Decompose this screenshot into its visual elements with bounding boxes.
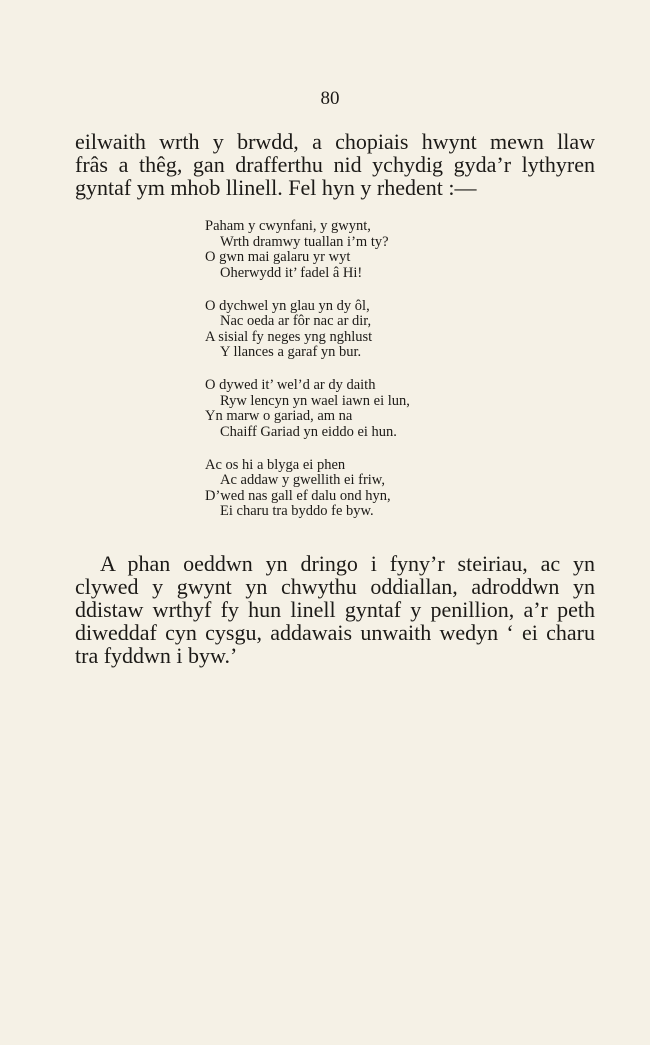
- verse-line: Paham y cwynfani, y gwynt,: [205, 218, 371, 234]
- verse-line: Ryw lencyn yn wael iawn ei lun,: [220, 392, 410, 409]
- verse-line: O dychwel yn glau yn dy ôl,: [205, 297, 370, 314]
- poem: [205, 219, 495, 520]
- verse-line: Y llances a garaf yn bur.: [220, 344, 362, 360]
- page-number: 80: [320, 88, 340, 109]
- verse-line: O gwn mai galaru yr wyt: [205, 249, 351, 265]
- verse-line: A sisial fy neges yng nghlust: [205, 328, 373, 345]
- paragraph-intro: [75, 130, 595, 199]
- poem-stanza: [205, 458, 495, 520]
- verse-line: Ac os hi a blyga ei phen: [205, 456, 346, 473]
- verse-line: Yn marw o gariad, am na: [205, 408, 353, 424]
- poem-stanza: [205, 299, 495, 361]
- text-line: clywed y gwynt yn chwythu oddiallan, adroddwn yn: [75, 574, 595, 599]
- verse-line: Ac addaw y gwellith ei friw,: [220, 472, 385, 488]
- verse-line: Chaiff Gariad yn eiddo ei hun.: [220, 423, 397, 440]
- verse-line: Nac oeda ar fôr nac ar dir,: [220, 313, 372, 329]
- verse-line: O dywed it’ wel’d ar dy daith: [205, 377, 376, 393]
- text-line: frâs a thêg, gan drafferthu nid ychydig gyda’r lythyren: [75, 152, 595, 177]
- verse-line: Wrth dramwy tuallan i’m ty?: [220, 233, 389, 250]
- poem-stanza: [205, 378, 495, 440]
- verse-line: Oherwydd it’ fadel â Hi!: [220, 264, 363, 281]
- verse-line: D’wed nas gall ef dalu ond hyn,: [205, 487, 391, 504]
- text-line: tra fyddwn i byw.’: [75, 643, 238, 668]
- paragraph-closing: [75, 552, 595, 667]
- verse-line: Ei charu tra byddo fe byw.: [220, 503, 374, 519]
- text-line: diweddaf cyn cysgu, addawais unwaith wedyn ‘ ei charu: [75, 620, 595, 645]
- text-line: A phan oeddwn yn dringo i fyny’r steiriau, ac yn: [100, 551, 595, 576]
- text-line: gyntaf ym mhob llinell. Fel hyn y rhedent :—: [75, 175, 477, 200]
- text-line: eilwaith wrth y brwdd, a chopiais hwynt mewn llaw: [75, 129, 595, 154]
- text-line: ddistaw wrthyf fy hun linell gyntaf y penillion, a’r peth: [75, 597, 595, 622]
- poem-stanza: [205, 219, 495, 281]
